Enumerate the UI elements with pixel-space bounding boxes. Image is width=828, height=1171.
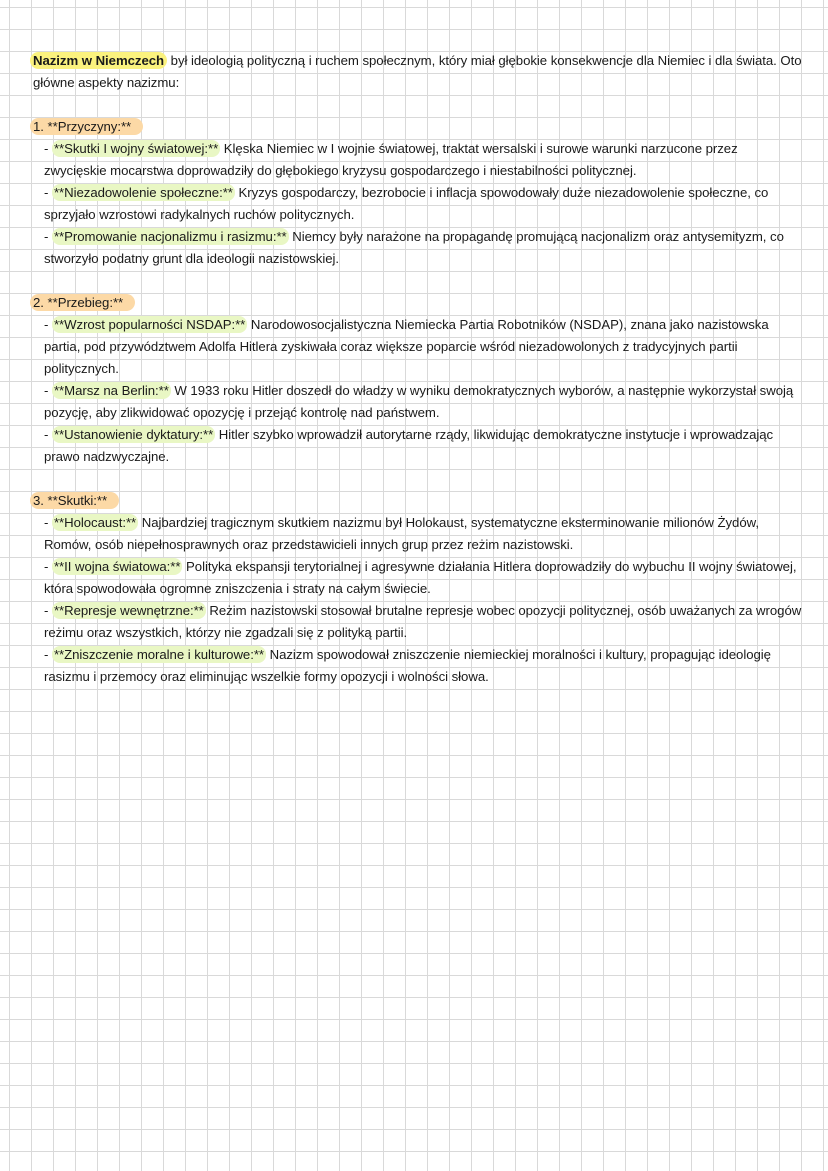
item-label: **Niezadowolenie społeczne:**	[53, 185, 233, 200]
item-text: Niemcy były narażone na propagandę promującą nacjonalizm oraz antysemityzm, co stworzyło podatny grunt dla ideologii nazistowskiej.	[44, 229, 784, 266]
item-label: **Holocaust:**	[53, 515, 137, 530]
section-heading	[33, 116, 803, 138]
item-text: Nazizm spowodował zniszczenie niemieckiej moralności i kultury, propagując ideologię rasizmu i przemocy oraz eliminując wszelkie formy opozycji i wolności słowa.	[44, 647, 771, 684]
section-title: **Przyczyny:**	[47, 119, 132, 134]
item-text: Reżim nazistowski stosował brutalne represje wobec opozycji politycznej, osób uważanych za wrogów reżimu oraz wszystkich, którzy nie zgadzali się z polityką partii.	[44, 603, 802, 640]
item-text: Klęska Niemiec w I wojnie światowej, traktat wersalski i surowe warunki narzucone przez zwycięskie mocarstwa doprowadziły do głębokiego kryzysu gospodarczego i niestabilności politycznej.	[44, 141, 738, 178]
list-item: - **Zniszczenie moralne i kulturowe:** Nazizm spowodował zniszczenie niemieckiej moralności i kultury, propagując ideologię rasizmu i przemocy oraz eliminując wszelkie formy opozycji i wolności słowa.	[44, 647, 771, 684]
item-label: **Skutki I wojny światowej:**	[53, 141, 219, 156]
item-label: **Promowanie nacjonalizmu i rasizmu:**	[53, 229, 287, 244]
item-text: Narodowosocjalistyczna Niemiecka Partia Robotników (NSDAP), znana jako nazistowska partia, pod przywództwem Adolfa Hitlera zyskiwała coraz większe poparcie wśród niezadowolonych z tradycyjnych partii politycznych.	[44, 317, 769, 376]
item-label: **Represje wewnętrzne:**	[53, 603, 204, 618]
item-text: Hitler szybko wprowadził autorytarne rządy, likwidując demokratyczne instytucje i wprowadzając prawo nadzwyczajne.	[44, 427, 774, 464]
item-label: **Wzrost popularności NSDAP:**	[53, 317, 246, 332]
item-label: **Marsz na Berlin:**	[53, 383, 169, 398]
section-heading	[33, 490, 803, 512]
item-label: **Ustanowienie dyktatury:**	[53, 427, 214, 442]
item-label: **Zniszczenie moralne i kulturowe:**	[53, 647, 264, 662]
intro-paragraph	[33, 50, 803, 94]
note-body	[33, 50, 803, 688]
item-label: **II wojna światowa:**	[53, 559, 181, 574]
section-title: **Przebieg:**	[47, 295, 124, 310]
list-item: - **Marsz na Berlin:** W 1933 roku Hitler doszedł do władzy w wyniku demokratycznych wyborów, a następnie wykorzystał swoją pozycję, aby zlikwidować opozycję i przejąć kontrolę nad państwem.	[44, 383, 794, 420]
list-item: - **II wojna światowa:** Polityka ekspansji terytorialnej i agresywne działania Hitlera doprowadziły do wybuchu II wojny światowej, która spowodowała ogromne zniszczenia i straty na całym świecie.	[44, 559, 797, 596]
item-text: Najbardziej tragicznym skutkiem nazizmu był Holokaust, systematyczne eksterminowanie milionów Żydów, Romów, osób niepełnosprawnych oraz przedstawicieli innych grup przez reżim nazistowski.	[44, 515, 759, 552]
intro-text: był ideologią polityczną i ruchem społecznym, który miał głębokie konsekwencje dla Niemiec i dla świata. Oto główne aspekty nazizmu:	[33, 53, 802, 90]
list-item: - **Ustanowienie dyktatury:** Hitler szybko wprowadził autorytarne rządy, likwidując demokratyczne instytucje i wprowadzając prawo nadzwyczajne.	[44, 427, 774, 464]
list-item: - **Represje wewnętrzne:** Reżim nazistowski stosował brutalne represje wobec opozycji politycznej, osób uważanych za wrogów reżimu oraz wszystkich, którzy nie zgadzali się z polityką partii.	[44, 603, 802, 640]
item-text: Polityka ekspansji terytorialnej i agresywne działania Hitlera doprowadziły do wybuchu II wojny światowej, która spowodowała ogromne zniszczenia i straty na całym świecie.	[44, 559, 797, 596]
section-number: 2.	[33, 295, 44, 310]
section-heading	[33, 292, 803, 314]
section-causes	[33, 116, 803, 270]
section-number: 3.	[33, 493, 44, 508]
item-text: Kryzys gospodarczy, bezrobocie i inflacja spowodowały duże niezadowolenie społeczne, co sprzyjało wzrostowi radykalnych ruchów politycznych.	[44, 185, 769, 222]
list-item: - **Niezadowolenie społeczne:** Kryzys gospodarczy, bezrobocie i inflacja spowodowały duże niezadowolenie społeczne, co sprzyjało wzrostowi radykalnych ruchów politycznych.	[44, 185, 769, 222]
section-title: **Skutki:**	[47, 493, 108, 508]
list-item: - **Holocaust:** Najbardziej tragicznym skutkiem nazizmu był Holokaust, systematyczne eksterminowanie milionów Żydów, Romów, osób niepełnosprawnych oraz przedstawicieli innych grup przez reżim nazistowski.	[44, 515, 759, 552]
section-number: 1.	[33, 119, 44, 134]
note-title: Nazizm w Niemczech	[30, 52, 167, 69]
list-item: - **Promowanie nacjonalizmu i rasizmu:** Niemcy były narażone na propagandę promującą nacjonalizm oraz antysemityzm, co stworzyło podatny grunt dla ideologii nazistowskiej.	[44, 229, 784, 266]
list-item: - **Skutki I wojny światowej:** Klęska Niemiec w I wojnie światowej, traktat wersalski i surowe warunki narzucone przez zwycięskie mocarstwa doprowadziły do głębokiego kryzysu gospodarczego i niestabilności politycznej.	[44, 141, 738, 178]
section-effects	[33, 490, 803, 688]
item-text: W 1933 roku Hitler doszedł do władzy w wyniku demokratycznych wyborów, a następnie wykorzystał swoją pozycję, aby zlikwidować opozycję i przejąć kontrolę nad państwem.	[44, 383, 794, 420]
section-course	[33, 292, 803, 468]
list-item: - **Wzrost popularności NSDAP:** Narodowosocjalistyczna Niemiecka Partia Robotników (NSDAP), znana jako nazistowska partia, pod przywództwem Adolfa Hitlera zyskiwała coraz większe poparcie wśród niezadowolonych z tradycyjnych partii politycznych.	[44, 317, 769, 376]
